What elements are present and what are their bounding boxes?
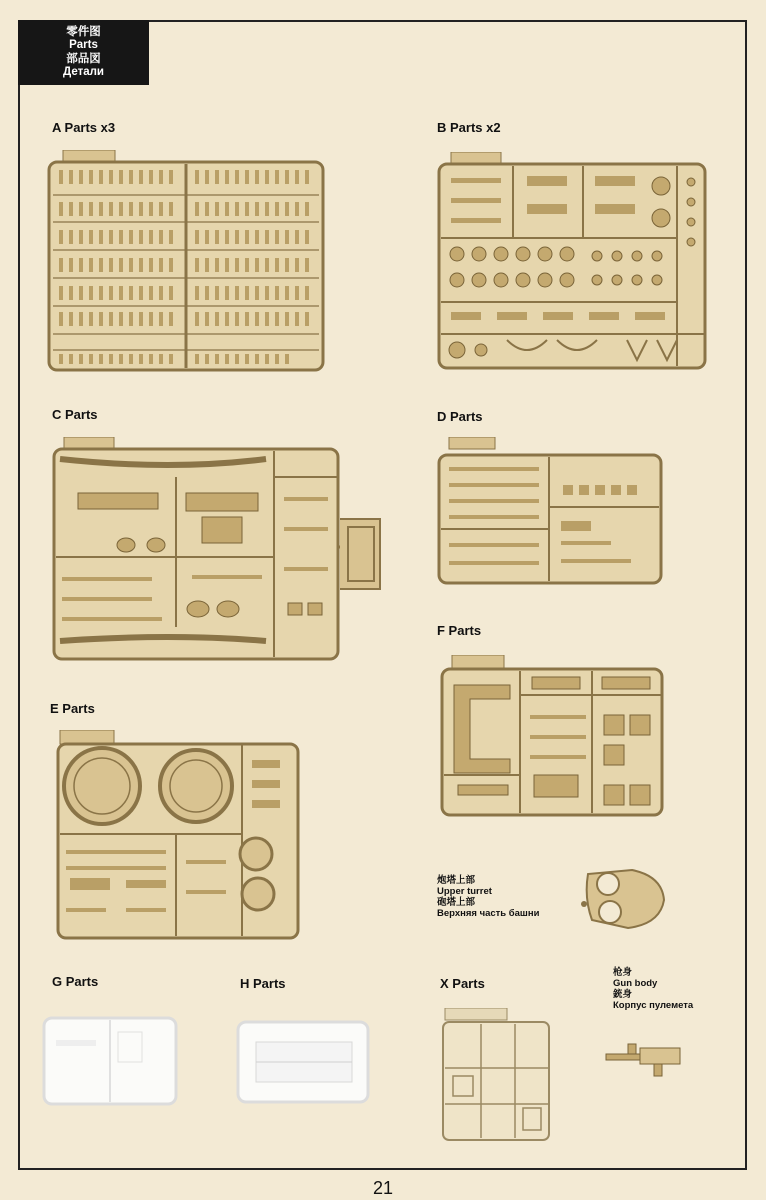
sprue-b-image xyxy=(437,152,707,370)
sprue-e-image xyxy=(56,730,300,940)
sprue-d-label: D Parts xyxy=(437,409,483,424)
sprue-f-label: F Parts xyxy=(437,623,482,638)
upper-turret-ru: Верхняя часть башни xyxy=(437,908,540,919)
page-number: 21 xyxy=(372,1178,394,1198)
upper-turret-note xyxy=(437,875,539,919)
sprue-c-image xyxy=(52,437,388,662)
title-en: Parts xyxy=(69,39,98,51)
upper-turret-image xyxy=(578,864,668,932)
sprue-g-label: G Parts xyxy=(52,974,99,989)
gun-body-cn: 枪身 xyxy=(613,967,633,978)
sprue-a-label: A Parts x3 xyxy=(52,120,116,135)
title-jp: 部品図 xyxy=(66,52,101,65)
sprue-b-label: B Parts x2 xyxy=(437,120,501,135)
upper-turret-jp: 砲塔上部 xyxy=(437,897,476,908)
gun-body-image xyxy=(604,1040,688,1080)
title-cn: 零件图 xyxy=(66,25,101,38)
gun-body-jp: 銃身 xyxy=(613,989,633,1000)
sprue-x-label: X Parts xyxy=(440,976,485,991)
sprue-g-image xyxy=(40,1010,180,1106)
sprue-e-label: E Parts xyxy=(50,701,95,716)
gun-body-en: Gun body xyxy=(613,978,658,989)
sprue-d-image xyxy=(437,437,663,585)
upper-turret-en: Upper turret xyxy=(437,886,492,897)
sprue-f-image xyxy=(440,655,664,817)
sprue-c-label: C Parts xyxy=(52,407,98,422)
sprue-h-image xyxy=(234,1014,372,1106)
sprue-a-image xyxy=(47,150,325,372)
gun-body-note xyxy=(613,967,693,1011)
gun-body-ru: Корпус пулемета xyxy=(613,1000,694,1011)
sprue-h-label: H Parts xyxy=(240,976,286,991)
sprue-x-image xyxy=(441,1008,551,1142)
title-ru: Детали xyxy=(63,66,104,78)
upper-turret-cn: 炮塔上部 xyxy=(437,875,476,886)
parts-title-box xyxy=(18,20,149,85)
